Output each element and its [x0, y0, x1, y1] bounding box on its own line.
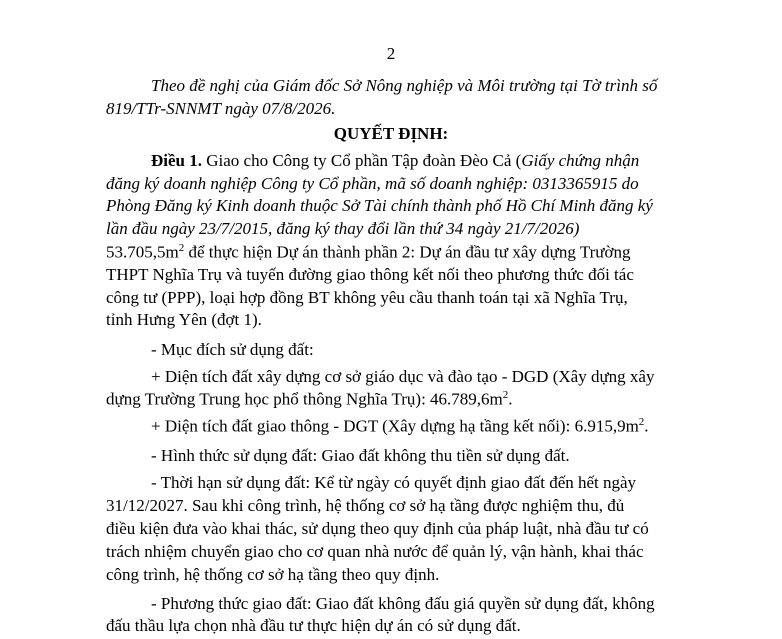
purpose-item2-end: . — [644, 416, 649, 436]
purpose-item1-line2 — [106, 389, 513, 410]
article1-area-sup: 2 — [178, 242, 185, 254]
page-number: 2 — [386, 44, 396, 63]
article1-intro: Giao cho Công ty Cổ phần Tập đoàn Đèo Cả ( — [202, 151, 522, 170]
purpose-title: - Mục đích sử dụng đất: — [151, 340, 314, 359]
article1-italic-start: Giấy chứng nhận — [521, 151, 640, 170]
term-line-5: công trình, hệ thống cơ sở hạ tầng theo quy định. — [106, 565, 440, 584]
article1-italic-line-1: đăng ký doanh nghiệp Công ty Cổ phần, mã số doanh nghiệp: 0313365915 do — [106, 174, 639, 193]
land-use-form: - Hình thức sử dụng đất: Giao đất không thu tiền sử dụng đất. — [151, 446, 570, 465]
article1-area-rest: để thực hiện Dự án thành phần 2: Dự án đầu tư xây dựng Trường — [184, 242, 631, 262]
article1-area-line — [106, 242, 630, 263]
method-line-2: đấu thầu lựa chọn nhà đầu tư thực hiện dự án có sử dụng đất. — [106, 616, 521, 635]
term-line-2: 31/12/2027. Sau khi công trình, hệ thống cơ sở hạ tầng được nghiệm thu, đủ — [106, 496, 625, 515]
article1-line-3: tỉnh Hưng Yên (đợt 1). — [106, 310, 262, 329]
term-line-1: - Thời hạn sử dụng đất: Kể từ ngày có quyết định giao đất đến hết ngày — [151, 473, 637, 492]
purpose-item2 — [151, 416, 649, 437]
purpose-item1-sup: 2 — [502, 389, 509, 401]
preamble-line-2: 819/TTr-SNNMT ngày 07/8/2026. — [106, 99, 336, 118]
term-line-3: điều kiện đưa vào khai thác, sử dụng theo quy định của pháp luật, nhà đầu tư có — [106, 519, 649, 538]
article1-line-2: công tư (PPP), loại hợp đồng BT không yêu cầu thanh toán tại xã Nghĩa Trụ, — [106, 288, 628, 307]
purpose-item1-line1: + Diện tích đất xây dựng cơ sở giáo dục và đào tạo - DGD (Xây dựng xây — [151, 367, 655, 386]
article1-italic-line-3: lần đầu ngày 23/7/2015, đăng ký thay đổi lần thứ 34 ngày 21/7/2026) — [106, 219, 580, 238]
article1-line-1: THPT Nghĩa Trụ và tuyến đường giao thông kết nối theo phương thức đối tác — [106, 265, 634, 284]
method-line-1: - Phương thức giao đất: Giao đất không đấu giá quyền sử dụng đất, không — [151, 594, 655, 613]
purpose-item1-text: dựng Trường Trung học phổ thông Nghĩa Trụ): 46.789,6m — [106, 389, 503, 409]
article1-area-value: 53.705,5m — [106, 242, 179, 262]
term-line-4: trách nhiệm chuyển giao cho cơ quan nhà nước để quản lý, vận hành, khai thác — [106, 542, 644, 561]
purpose-item1-end: . — [508, 389, 513, 409]
preamble-line-1: Theo đề nghị của Giám đốc Sở Nông nghiệp và Môi trường tại Tờ trình số — [151, 76, 658, 95]
decision-heading: QUYẾT ĐỊNH: — [333, 124, 449, 143]
purpose-item2-text: + Diện tích đất giao thông - DGT (Xây dựng hạ tầng kết nối): 6.915,9m — [151, 416, 639, 436]
article1-first-line — [151, 151, 639, 171]
purpose-item2-sup: 2 — [638, 416, 645, 428]
article1-italic-line-2: Phòng Đăng ký Kinh doanh thuộc Sở Tài chính thành phố Hồ Chí Minh đăng ký — [106, 196, 653, 215]
article1-label: Điều 1. — [151, 151, 202, 170]
